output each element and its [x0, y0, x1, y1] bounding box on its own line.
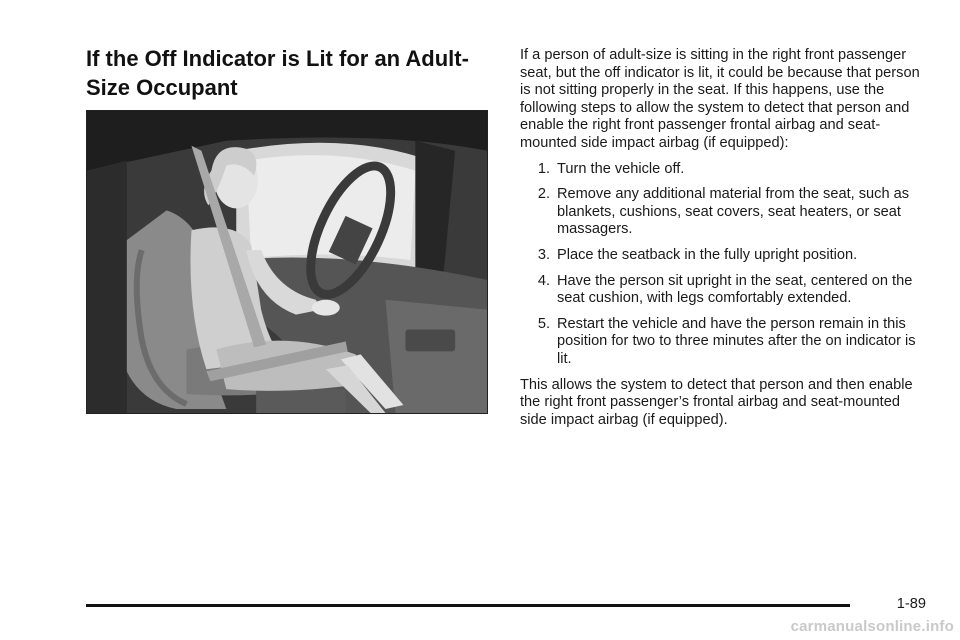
step-number: 2.: [537, 186, 550, 203]
closing-paragraph: This allows the system to detect that person and then enable the right front passenger’s frontal airbag and seat-mounted side impact airbag (if equipped).: [520, 376, 913, 428]
site-watermark: carmanualsonline.info: [790, 618, 954, 635]
list-item: [520, 247, 930, 265]
occupant-illustration: [86, 110, 488, 414]
intro-paragraph: If a person of adult-size is sitting in the right front passenger seat, but the off indicator is lit, it could be because that person is not sitting properly in the seat. If this happens, use the following steps to allow the system to detect that person and enable the right front passenger frontal airbag and seat-mounted side impact airbag (if equipped):: [520, 47, 920, 151]
step-text: Turn the vehicle off.: [557, 160, 685, 177]
step-number: 4.: [537, 272, 550, 289]
list-item: [520, 316, 930, 369]
step-text: Place the seatback in the fully upright position.: [557, 246, 858, 263]
instructions-column: [520, 47, 930, 437]
step-text: Remove any additional material from the seat, such as blankets, cushions, seat covers, seat heaters, or seat massagers.: [557, 186, 910, 238]
footer-divider: [86, 604, 850, 607]
page-number: 1-89: [896, 596, 926, 612]
list-item: [520, 273, 930, 308]
section-heading: If the Off Indicator is Lit for an Adult-Size Occupant: [86, 46, 469, 100]
list-item: [520, 161, 930, 179]
step-number: 1.: [537, 160, 550, 177]
step-text: Restart the vehicle and have the person remain in this position for two to three minutes after the on indicator is lit.: [557, 315, 916, 367]
step-text: Have the person sit upright in the seat, centered on the seat cushion, with legs comfortably extended.: [557, 272, 913, 307]
step-number: 5.: [537, 315, 550, 332]
step-number: 3.: [537, 246, 550, 263]
steps-list: [520, 161, 930, 369]
list-item: [520, 186, 930, 239]
